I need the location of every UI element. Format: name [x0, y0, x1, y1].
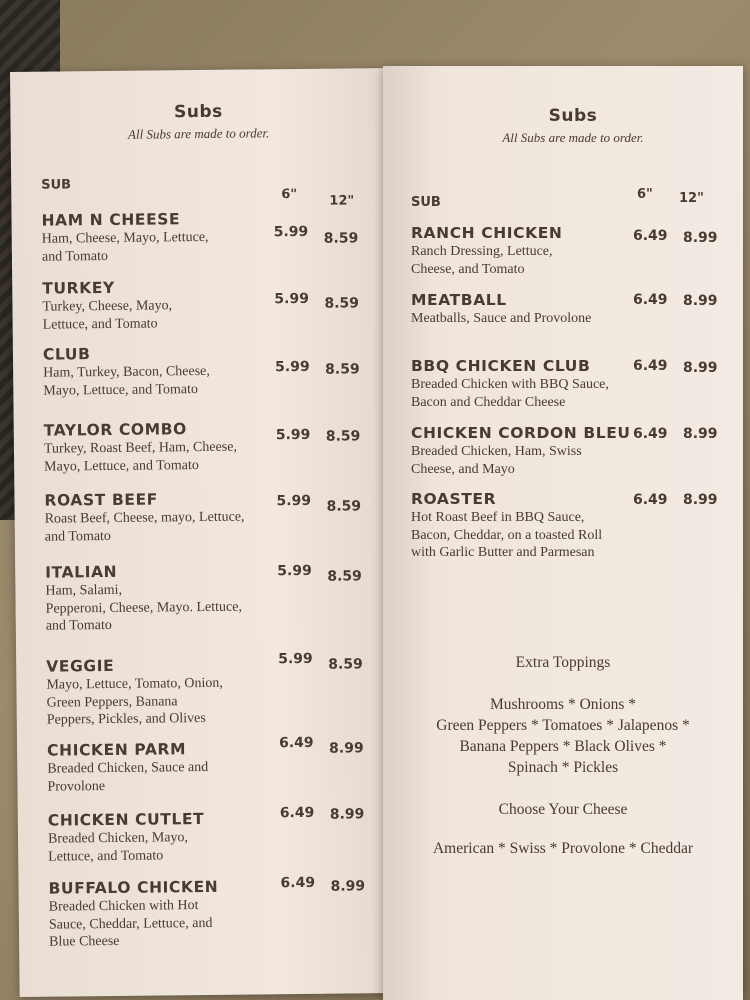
column-header-sub: SUB [411, 195, 441, 210]
item-description: Provolone [47, 778, 106, 795]
price-12in: 8.59 [325, 428, 361, 445]
item-description: Hot Roast Beef in BBQ Sauce, [411, 510, 585, 525]
item-description: Meatballs, Sauce and Provolone [411, 311, 592, 326]
item-description: Breaded Chicken with Hot [48, 898, 199, 915]
item-name: RANCH CHICKEN [411, 224, 563, 242]
price-6in: 6.49 [633, 228, 668, 244]
menu-item [45, 562, 242, 636]
price-6in: 6.49 [633, 358, 668, 374]
item-description: Cheese, and Tomato [411, 261, 525, 277]
menu-item [411, 424, 631, 478]
item-description: Breaded Chicken, Sauce and [47, 759, 209, 777]
item-description: Peppers, Pickles, and Olives [46, 710, 206, 728]
price-6in: 5.99 [275, 358, 310, 376]
menu-item [47, 740, 209, 796]
column-header-12in: 12" [679, 191, 704, 206]
item-description: Pepperoni, Cheese, Mayo. Lettuce, [45, 599, 243, 617]
item-description: Cheese, and Mayo [411, 461, 515, 477]
page-title: Subs [173, 101, 223, 123]
extra-toppings-line: Banana Peppers * Black Olives * [459, 738, 667, 755]
price-12in: 8.59 [327, 568, 362, 585]
item-description: Lettuce, and Tomato [48, 847, 164, 865]
price-6in: 5.99 [275, 426, 311, 444]
menu-item [41, 210, 208, 266]
item-description: Mayo, Lettuce, Tomato, Onion, [46, 675, 223, 693]
item-description: Bacon, Cheddar, on a toasted Roll [411, 527, 603, 543]
menu-item [44, 490, 244, 546]
item-description: Ham, Cheese, Mayo, Lettuce, [41, 229, 209, 247]
menu-page-right [383, 66, 743, 1000]
price-12in: 8.99 [329, 806, 365, 823]
cheese-options: American * Swiss * Provolone * Cheddar [432, 840, 694, 857]
extra-toppings-title: Extra Toppings [515, 654, 611, 671]
price-6in: 6.49 [633, 492, 668, 508]
price-6in: 6.49 [279, 804, 315, 822]
menu-item [42, 278, 172, 333]
price-12in: 8.99 [683, 492, 718, 508]
menu-item [43, 344, 210, 400]
price-12in: 8.99 [683, 230, 718, 246]
item-name: TAYLOR COMBO [43, 420, 187, 440]
column-header-sub: SUB [41, 177, 72, 193]
extra-toppings-line: Green Peppers * Tomatoes * Jalapenos * [436, 717, 690, 734]
price-12in: 8.59 [324, 295, 360, 312]
price-12in: 8.59 [326, 498, 362, 515]
price-6in: 5.99 [273, 223, 309, 241]
item-name: ROASTER [411, 490, 497, 508]
price-6in: 6.49 [633, 292, 668, 308]
cheese-title: Choose Your Cheese [498, 801, 628, 818]
item-name: CLUB [42, 345, 91, 364]
menu-page-left [10, 68, 396, 997]
price-12in: 8.59 [325, 361, 360, 378]
menu-item [48, 878, 219, 951]
menu-item [411, 357, 609, 411]
item-description: Ranch Dressing, Lettuce, [411, 244, 553, 259]
item-description: Turkey, Roast Beef, Ham, Cheese, [43, 439, 238, 457]
item-name: ROAST BEEF [44, 490, 158, 510]
menu-item [46, 656, 223, 729]
item-name: BBQ CHICKEN CLUB [411, 357, 591, 375]
item-description: Blue Cheese [49, 933, 120, 950]
item-description: Ham, Turkey, Bacon, Cheese, [43, 363, 210, 381]
item-description: Sauce, Cheddar, Lettuce, and [48, 915, 213, 933]
price-6in: 5.99 [278, 650, 313, 668]
price-12in: 8.99 [329, 740, 364, 757]
item-description: with Garlic Butter and Parmesan [411, 545, 595, 560]
column-header-6in: 6" [281, 187, 298, 203]
extra-toppings-line: Spinach * Pickles [507, 759, 619, 776]
menu-item [411, 291, 591, 328]
column-header-12in: 12" [329, 193, 355, 209]
item-name: CHICKEN PARM [47, 740, 187, 760]
item-name: HAM N CHEESE [41, 210, 181, 230]
menu-item [411, 490, 602, 562]
item-description: Mayo, Lettuce, and Tomato [44, 457, 199, 475]
item-description: Green Peppers, Banana [46, 693, 178, 711]
price-12in: 8.59 [328, 656, 363, 673]
item-description: Breaded Chicken with BBQ Sauce, [411, 377, 609, 392]
item-description: Roast Beef, Cheese, mayo, Lettuce, [44, 509, 245, 527]
item-description: and Tomato [45, 617, 112, 634]
menu-item [411, 224, 563, 278]
item-description: and Tomato [44, 528, 111, 545]
item-description: Breaded Chicken, Ham, Swiss [411, 444, 582, 459]
price-6in: 5.99 [274, 290, 310, 308]
item-description: Lettuce, and Tomato [42, 315, 158, 333]
item-name: CHICKEN CORDON BLEU [411, 424, 631, 442]
menu-item [48, 810, 205, 866]
item-description: Turkey, Cheese, Mayo, [42, 298, 173, 315]
menu-item [44, 420, 238, 476]
page-subtitle: All Subs are made to order. [502, 130, 644, 145]
item-name: MEATBALL [411, 291, 507, 309]
price-12in: 8.99 [330, 878, 366, 895]
item-description: Mayo, Lettuce, and Tomato [43, 381, 199, 399]
price-12in: 8.59 [323, 230, 359, 247]
page-title: Subs [548, 106, 598, 126]
item-description: Bacon and Cheddar Cheese [411, 394, 566, 410]
item-description: and Tomato [41, 248, 109, 265]
price-12in: 8.99 [683, 293, 718, 309]
price-6in: 6.49 [633, 426, 668, 442]
price-12in: 8.99 [683, 360, 718, 376]
item-name: TURKEY [42, 278, 115, 298]
price-6in: 6.49 [278, 734, 314, 752]
price-6in: 5.99 [277, 562, 312, 580]
item-name: ITALIAN [45, 562, 118, 582]
price-12in: 8.99 [683, 426, 718, 442]
item-name: CHICKEN CUTLET [47, 810, 205, 830]
item-name: VEGGIE [46, 656, 115, 676]
page-subtitle: All Subs are made to order. [127, 125, 270, 142]
price-6in: 6.49 [280, 874, 316, 892]
item-description: Ham, Salami, [45, 582, 123, 599]
column-header-6in: 6" [637, 187, 653, 202]
extra-toppings-line: Mushrooms * Onions * [490, 696, 636, 713]
price-6in: 5.99 [276, 492, 312, 510]
item-name: BUFFALO CHICKEN [48, 877, 219, 898]
item-description: Breaded Chicken, Mayo, [47, 830, 189, 847]
